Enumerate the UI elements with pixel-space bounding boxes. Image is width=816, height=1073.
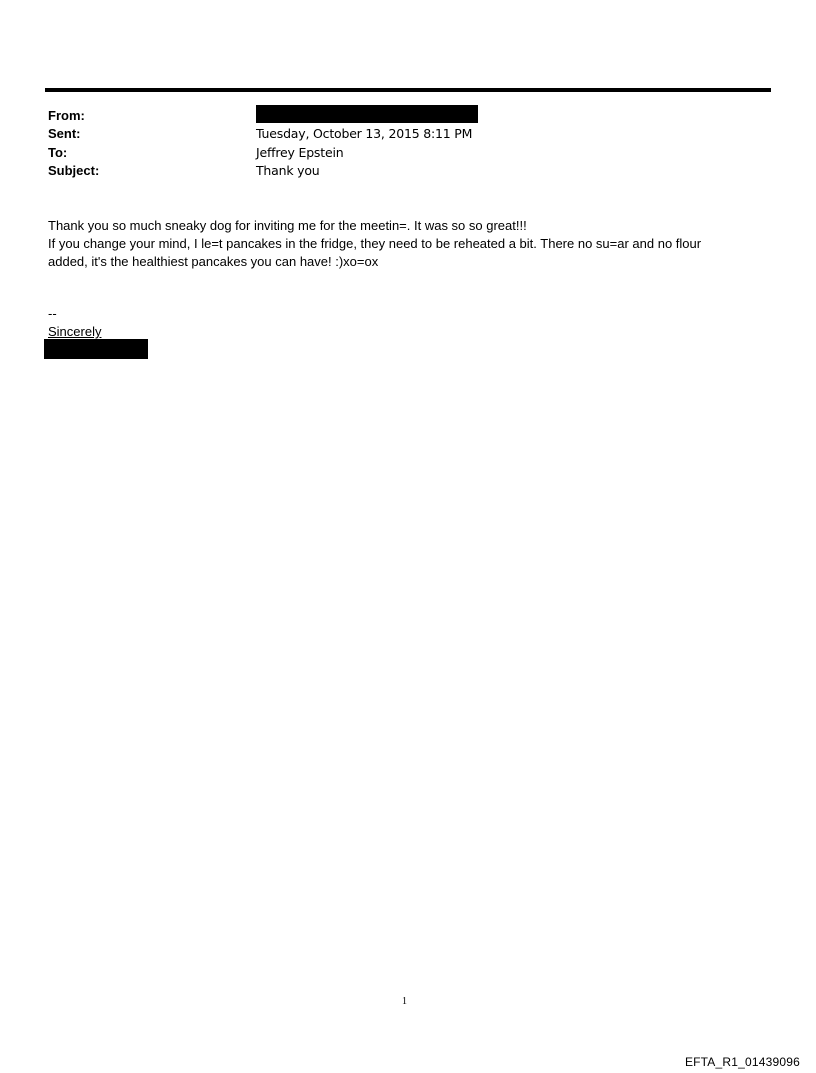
sent-value: Tuesday, October 13, 2015 8:11 PM bbox=[256, 126, 473, 141]
subject-label: Subject: bbox=[48, 163, 100, 178]
subject-value: Thank you bbox=[256, 163, 320, 178]
from-redaction bbox=[256, 105, 478, 123]
body-line: added, it's the healthiest pancakes you can have! :)xo=ox bbox=[48, 254, 379, 269]
signature-closing: Sincerely bbox=[48, 324, 102, 339]
body-line: If you change your mind, I le=t pancakes in the fridge, they need to be reheated a bit. There no su=ar and no flour bbox=[48, 236, 702, 251]
body-line: Thank you so much sneaky dog for inviting me for the meetin=. It was so so great!!! bbox=[48, 218, 527, 233]
to-label: To: bbox=[48, 145, 68, 160]
signature-separator: -- bbox=[48, 306, 57, 321]
signature-redaction bbox=[44, 339, 148, 359]
header-divider bbox=[45, 88, 771, 92]
page-number: 1 bbox=[402, 996, 407, 1007]
sent-label: Sent: bbox=[48, 126, 81, 141]
document-id: EFTA_R1_01439096 bbox=[684, 1055, 800, 1069]
to-value: Jeffrey Epstein bbox=[256, 145, 344, 160]
from-label: From: bbox=[48, 108, 85, 123]
